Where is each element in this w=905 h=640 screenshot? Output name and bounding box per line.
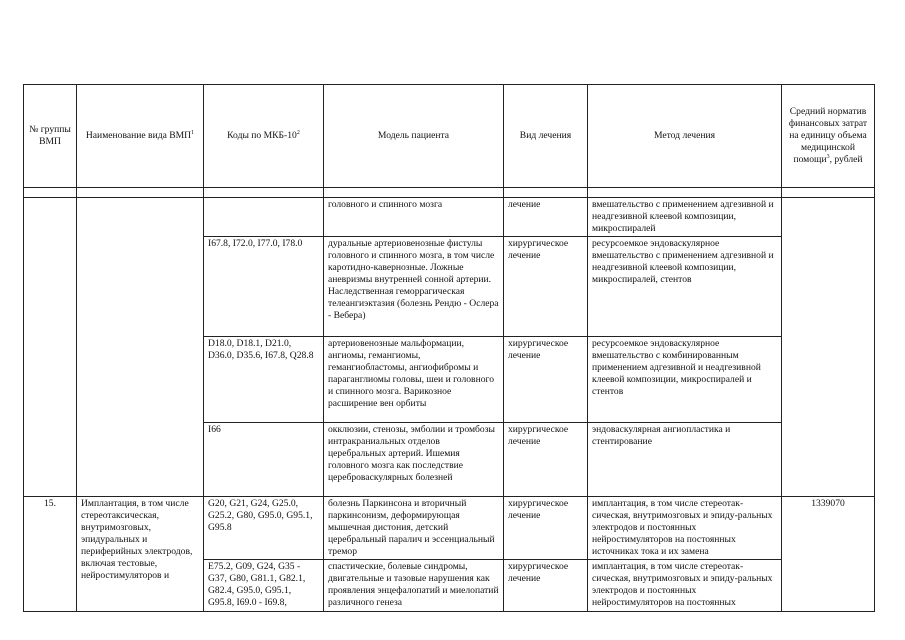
group-num-cell: 15. <box>24 496 77 611</box>
header-name: Наименование вида ВМП$^1$ <box>77 85 204 188</box>
header-model: Модель пациента <box>324 85 504 188</box>
spacer-row <box>24 188 875 198</box>
type-cell: хирургическое лечение <box>504 422 588 496</box>
header-cost: Средний норматив финансовых затрат на единицу объема медицинской помощи$^3$, рублей <box>782 85 875 188</box>
codes-cell: D18.0, D18.1, D21.0, D36.0, D35.6, I67.8, Q28.8 <box>204 336 324 422</box>
method-cell: ресурсоемкое эндоваскулярное вмешательство с комбинированным применением адгезивной и неадгезивной клеевой композиции, микроспиралей и стентов <box>588 336 782 422</box>
model-cell: дуральные артериовенозные фистулы головного и спинного мозга, в том числе каротидно-кавернозные. Ложные аневризмы внутренней сонной артерии. Наследственная геморрагическая телеангиэктазия (болезнь Рендю - Ослера - Вебера) <box>324 236 504 336</box>
method-cell: имплантация, в том числе стереотак-сическая, внутримозговых и эпиду-ральных электродов и постоянных нейростимуляторов на постоянных источниках тока и их замена <box>588 496 782 559</box>
model-cell: спастические, болевые синдромы, двигательные и тазовые нарушения как проявления энцефалопатий и миелопатий различного генеза <box>324 559 504 611</box>
type-cell: хирургическое лечение <box>504 559 588 611</box>
header-treatment-type: Вид лечения <box>504 85 588 188</box>
model-cell: артериовенозные мальформации, ангиомы, гемангиомы, гемангиобластомы, ангиофибромы и параганглиомы головы, шеи и головного и спинного мозга. Варикозное расширение вен орбиты <box>324 336 504 422</box>
model-cell: болезнь Паркинсона и вторичный паркинсонизм, деформирующая мышечная дистония, детский церебральный паралич и эссенциальный тремор <box>324 496 504 559</box>
model-cell: окклюзии, стенозы, эмболии и тромбозы интракраниальных отделов церебральных артерий. Ишемия головного мозга как последствие цереброваскулярных болезней <box>324 422 504 496</box>
method-cell: эндоваскулярная ангиопластика и стентирование <box>588 422 782 496</box>
header-method: Метод лечения <box>588 85 782 188</box>
codes-cell <box>204 198 324 237</box>
header-group-num: № группы ВМП <box>24 85 77 188</box>
codes-cell: I67.8, I72.0, I77.0, I78.0 <box>204 236 324 336</box>
method-cell: имплантация, в том числе стереотак-сическая, внутримозговых и эпиду-ральных электродов и постоянных нейростимуляторов на постоянных <box>588 559 782 611</box>
header-codes: Коды по МКБ-$10^2$ <box>204 85 324 188</box>
table-row <box>24 496 875 559</box>
type-cell: хирургическое лечение <box>504 496 588 559</box>
codes-cell: E75.2, G09, G24, G35 - G37, G80, G81.1, G82.1, G82.4, G95.0, G95.1, G95.8, I69.0 - I69.8, <box>204 559 324 611</box>
type-cell: хирургическое лечение <box>504 236 588 336</box>
codes-cell: G20, G21, G24, G25.0, G25.2, G80, G95.0, G95.1, G95.8 <box>204 496 324 559</box>
cost-cell <box>782 198 875 497</box>
type-cell: лечение <box>504 198 588 237</box>
cost-cell: 1339070 <box>782 496 875 611</box>
type-cell: хирургическое лечение <box>504 336 588 422</box>
method-cell: вмешательство с применением адгезивной и неадгезивной клеевой композиции, микроспиралей <box>588 198 782 237</box>
codes-cell: I66 <box>204 422 324 496</box>
name-cell: Имплантация, в том числе стереотаксическая, внутримозговых, эпидуральных и периферийных электродов, включая тестовые, нейростимуляторов и <box>77 496 204 611</box>
model-cell: головного и спинного мозга <box>324 198 504 237</box>
vmp-table <box>23 84 875 612</box>
name-cell <box>77 198 204 497</box>
group-num-cell <box>24 198 77 497</box>
header-row <box>24 85 875 188</box>
table-row <box>24 198 875 237</box>
method-cell: ресурсоемкое эндоваскулярное вмешательство с применением адгезивной и неадгезивной клеевой композиции, микроспиралей, стентов <box>588 236 782 336</box>
